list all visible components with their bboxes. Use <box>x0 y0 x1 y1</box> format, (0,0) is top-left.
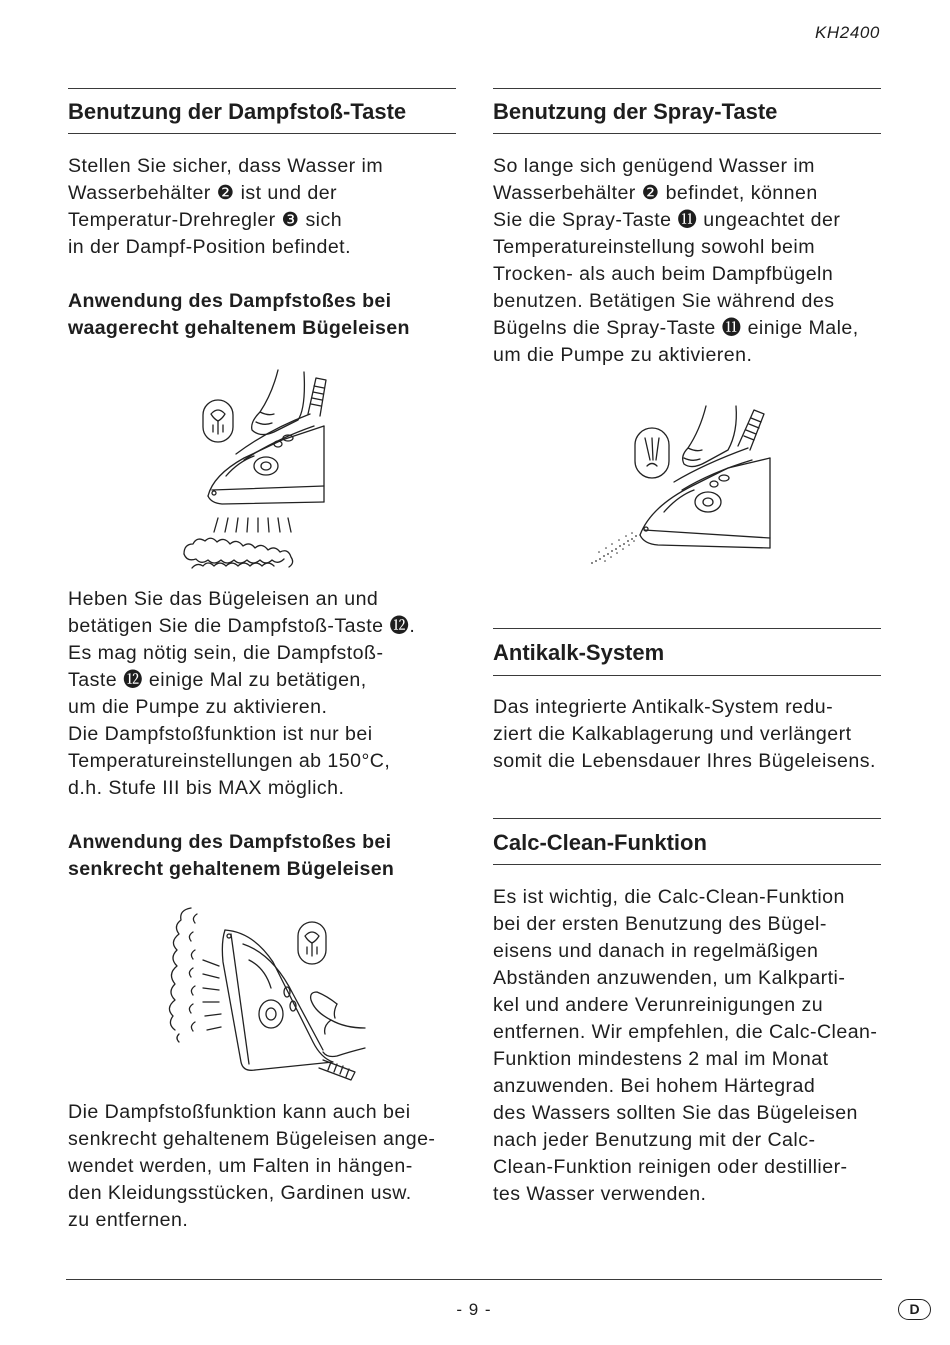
hand <box>311 992 365 1057</box>
steam-lines <box>203 960 221 1030</box>
text-line: Wasserbehälter ❷ ist und der <box>68 182 338 204</box>
text-line: entfernen. Wir empfehlen, die Calc-Clean- <box>493 1021 878 1043</box>
text-line: Bügelns die Spray-Taste ⓫ einige Male, <box>493 317 859 339</box>
text-line: den Kleidungsstücken, Gardinen usw. <box>68 1182 412 1204</box>
anti-calc-body <box>493 694 876 775</box>
text-line: kel und andere Verunreinigungen zu <box>493 994 824 1016</box>
vertical-steam-illustration <box>163 902 368 1082</box>
text-line: Clean-Funktion reinigen oder destillier- <box>493 1156 848 1178</box>
text-line: senkrecht gehaltenem Bügeleisen ange- <box>68 1128 436 1150</box>
spray-heading: Benutzung der Spray-Taste <box>493 99 778 124</box>
text-line: Die Dampfstoßfunktion kann auch bei <box>68 1101 411 1123</box>
vertical-steam-body <box>68 1099 435 1234</box>
text-line: eisens und danach in regelmäßigen <box>493 940 819 962</box>
section-rule-top <box>493 628 881 629</box>
text-line: Wasserbehälter ❷ befindet, können <box>493 182 818 204</box>
subheading-line: Anwendung des Dampfstoßes bei <box>68 831 392 853</box>
horizontal-steam-subheading <box>68 288 410 342</box>
spray-illustration <box>588 402 772 567</box>
text-line: wendet werden, um Falten in hängen- <box>68 1155 413 1177</box>
text-line: somit die Lebensdauer Ihres Bügeleisens. <box>493 750 876 772</box>
steam-curls <box>169 908 197 1042</box>
text-line: Heben Sie das Bügeleisen an und <box>68 588 379 610</box>
anti-calc-heading: Antikalk-System <box>493 640 665 665</box>
hand <box>252 370 305 435</box>
text-line: anzuwenden. Bei hohem Härtegrad <box>493 1075 816 1097</box>
text-line: Das integrierte Antikalk-System redu- <box>493 696 834 718</box>
section-rule-top <box>68 88 456 89</box>
text-line: Trocken- als auch beim Dampfbügeln <box>493 263 834 285</box>
steam-burst-intro <box>68 153 383 261</box>
text-line: Taste ⓬ einige Mal zu betätigen, <box>68 669 367 691</box>
text-line: tes Wasser verwenden. <box>493 1183 707 1205</box>
section-rule-bottom <box>493 864 881 865</box>
text-line: Temperatureinstellung sowohl beim <box>493 236 815 258</box>
horizontal-steam-illustration <box>178 368 328 573</box>
page-number: - 9 - <box>456 1300 492 1319</box>
section-rule-top <box>493 88 881 89</box>
spray-mist <box>591 532 637 564</box>
subheading-line: senkrecht gehaltenem Bügeleisen <box>68 858 395 880</box>
vertical-steam-subheading <box>68 829 394 883</box>
text-line: Die Dampfstoßfunktion ist nur bei <box>68 723 373 745</box>
text-line: d.h. Stufe III bis MAX möglich. <box>68 777 345 799</box>
text-line: um die Pumpe zu aktivieren. <box>68 696 328 718</box>
section-rule-top <box>493 818 881 819</box>
text-line: um die Pumpe zu aktivieren. <box>493 344 753 366</box>
text-line: zu entfernen. <box>68 1209 189 1231</box>
calc-clean-heading: Calc-Clean-Funktion <box>493 830 707 855</box>
text-line: nach jeder Benutzung mit der Calc- <box>493 1129 816 1151</box>
calc-clean-body <box>493 884 877 1208</box>
text-line: bei der ersten Benutzung des Bügel- <box>493 913 827 935</box>
text-line: So lange sich genügend Wasser im <box>493 155 815 177</box>
iron-body <box>208 414 324 504</box>
text-line: Funktion mindestens 2 mal im Monat <box>493 1048 829 1070</box>
subheading-line: Anwendung des Dampfstoßes bei <box>68 290 392 312</box>
text-line: Es ist wichtig, die Calc-Clean-Funktion <box>493 886 845 908</box>
text-line: Sie die Spray-Taste ⓫ ungeachtet der <box>493 209 841 231</box>
spray-body <box>493 153 859 369</box>
hand <box>683 406 737 467</box>
steam-burst-symbol-icon <box>298 922 326 964</box>
text-line: in der Dampf-Position befindet. <box>68 236 351 258</box>
text-line: benutzen. Betätigen Sie während des <box>493 290 835 312</box>
steam-clouds <box>184 538 293 568</box>
text-line: Temperatur-Drehregler ❸ sich <box>68 209 343 231</box>
steam-burst-heading: Benutzung der Dampfstoß-Taste <box>68 99 407 124</box>
steam-burst-symbol-icon <box>203 400 233 442</box>
section-rule-bottom <box>493 675 881 676</box>
cord-guard <box>738 410 764 450</box>
text-line: Es mag nötig sein, die Dampfstoß- <box>68 642 384 664</box>
text-line: ziert die Kalkablagerung und verlängert <box>493 723 852 745</box>
section-rule-bottom <box>493 133 881 134</box>
text-line: Temperatureinstellungen ab 150°C, <box>68 750 391 772</box>
section-rule-bottom <box>68 133 456 134</box>
steam-lines <box>214 518 291 532</box>
subheading-line: waagerecht gehaltenem Bügeleisen <box>68 317 410 339</box>
text-line: betätigen Sie die Dampfstoß-Taste ⓬. <box>68 615 416 637</box>
language-badge: D <box>898 1299 931 1320</box>
cord-guard <box>308 378 326 416</box>
horizontal-steam-body <box>68 586 415 802</box>
model-number: KH2400 <box>814 23 880 42</box>
text-line: Stellen Sie sicher, dass Wasser im <box>68 155 384 177</box>
spray-symbol-icon <box>635 428 669 478</box>
footer-rule <box>66 1279 882 1280</box>
text-line: Abständen anzuwenden, um Kalkparti- <box>493 967 846 989</box>
text-line: des Wassers sollten Sie das Bügeleisen <box>493 1102 858 1124</box>
